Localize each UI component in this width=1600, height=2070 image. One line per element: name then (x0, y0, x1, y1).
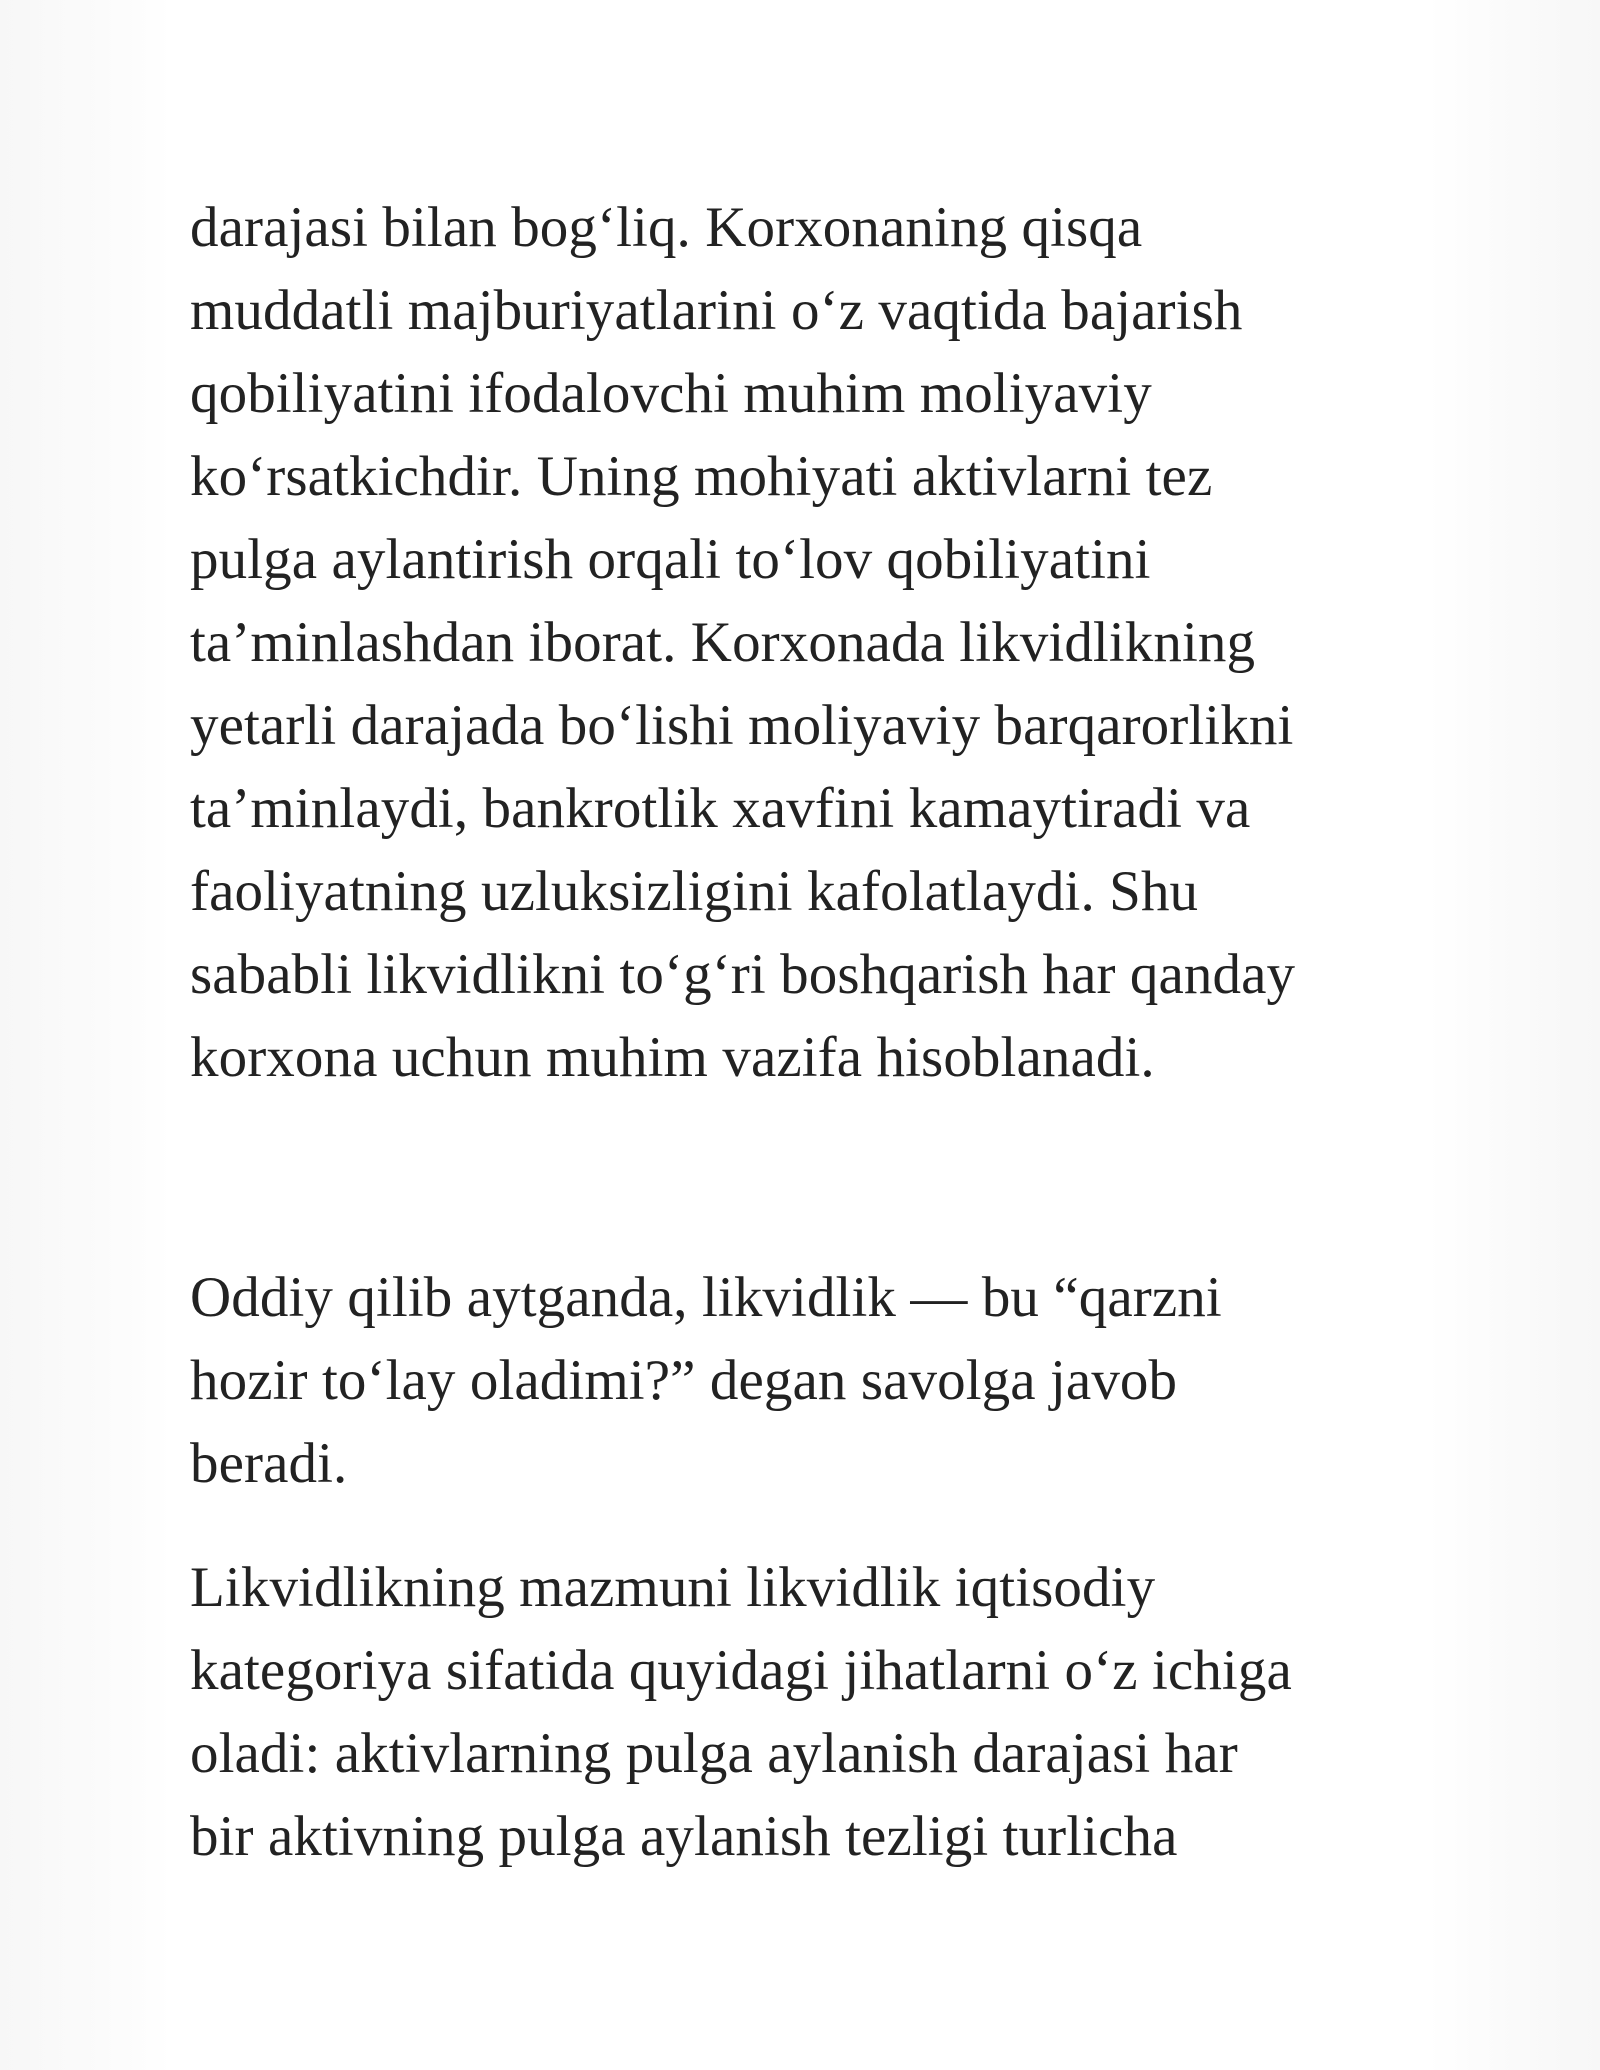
text-line: Oddiy qilib aytganda, likvidlik — bu “qarzni (190, 1266, 1222, 1329)
text-line: Likvidlikning mazmuni likvidlik iqtisodiy (190, 1556, 1156, 1619)
paragraph-liquidity-definition (190, 186, 1450, 1099)
text-line: kategoriya sifatida quyidagi jihatlarni o‘z ichiga (190, 1639, 1292, 1702)
text-line: yetarli darajada bo‘lishi moliyaviy barqarorlikni (190, 694, 1294, 757)
text-line: oladi: aktivlarning pulga aylanish darajasi har (190, 1722, 1238, 1785)
text-line: pulga aylantirish orqali to‘lov qobiliyatini (190, 528, 1151, 591)
text-line: bir aktivning pulga aylanish tezligi turlicha (190, 1805, 1178, 1868)
text-line: qobiliyatini ifodalovchi muhim moliyaviy (190, 362, 1152, 425)
text-line: beradi. (190, 1432, 348, 1495)
text-line: ko‘rsatkichdir. Uning mohiyati aktivlarni tez (190, 445, 1213, 508)
text-line: hozir to‘lay oladimi?” degan savolga javob (190, 1349, 1178, 1412)
text-line: korxona uchun muhim vazifa hisoblanadi. (190, 1026, 1155, 1089)
text-line: muddatli majburiyatlarini o‘z vaqtida bajarish (190, 279, 1243, 342)
text-line: faoliyatning uzluksizligini kafolatlaydi. Shu (190, 860, 1199, 923)
paragraph-simple-explanation (190, 1256, 1450, 1505)
text-line: darajasi bilan bog‘liq. Korxonaning qisqa (190, 196, 1143, 259)
paragraph-liquidity-content (190, 1546, 1450, 1878)
text-line: ta’minlashdan iborat. Korxonada likvidlikning (190, 611, 1256, 674)
text-line: sababli likvidlikni to‘g‘ri boshqarish har qanday (190, 943, 1296, 1006)
page-shadow-left (0, 0, 172, 2070)
text-line: ta’minlaydi, bankrotlik xavfini kamaytiradi va (190, 777, 1251, 840)
page-shadow-right (1428, 0, 1600, 2070)
